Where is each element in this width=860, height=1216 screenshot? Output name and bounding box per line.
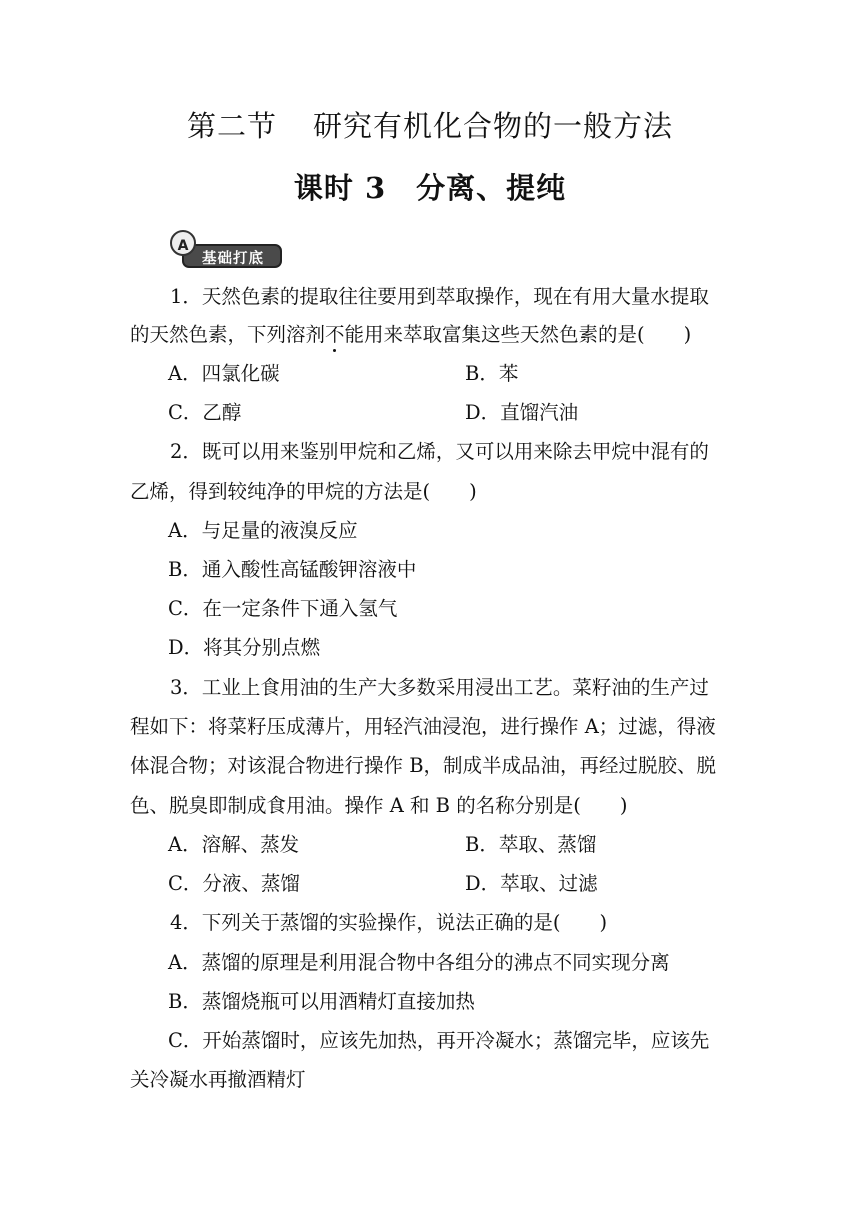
question-2-option-c: C．在一定条件下通入氢气: [168, 597, 398, 620]
question-4-option-c-line-1: C．开始蒸馏时，应该先加热，再开冷凝水；蒸馏完毕，应该先: [168, 1029, 710, 1052]
level-a-icon: [170, 230, 196, 256]
question-1-line-2: 的天然色素，下列溶剂不能用来萃取富集这些天然色素的是( ): [130, 323, 692, 346]
question-3-option-c: C．分液、蒸馏: [168, 872, 300, 895]
question-4-option-c-line-2: 关冷凝水再撤酒精灯: [130, 1068, 306, 1091]
question-4-line-1: 4．下列关于蒸馏的实验操作，说法正确的是( ): [170, 911, 608, 934]
question-2-option-b: B．通入酸性高锰酸钾溶液中: [168, 558, 417, 581]
badge-letter: A: [177, 238, 189, 254]
question-3-option-b: B．萃取、蒸馏: [465, 833, 597, 856]
section-number: 第二节: [186, 109, 277, 143]
question-3-option-d: D．萃取、过滤: [465, 872, 598, 895]
question-3-option-a: A．溶解、蒸发: [168, 833, 300, 856]
question-2-line-1: 2．既可以用来鉴别甲烷和乙烯，又可以用来除去甲烷中混有的: [170, 440, 709, 463]
question-1-option-a: A．四氯化碳: [168, 362, 280, 385]
basic-level-badge: [170, 230, 286, 272]
lesson-title-text: 分离、提纯: [416, 171, 567, 205]
question-1-option-b: B．苯: [465, 362, 519, 385]
lesson-number: 课时 3: [293, 171, 387, 205]
section-title: [0, 104, 860, 145]
question-2-line-2: 乙烯，得到较纯净的甲烷的方法是( ): [130, 480, 477, 503]
question-4-option-a: A．蒸馏的原理是利用混合物中各组分的沸点不同实现分离: [168, 951, 670, 974]
question-1-option-c: C．乙醇: [168, 401, 242, 424]
question-1-line-1: 1．天然色素的提取往往要用到萃取操作，现在有用大量水提取: [170, 285, 709, 308]
question-3-line-1: 3．工业上食用油的生产大多数采用浸出工艺。菜籽油的生产过: [170, 676, 709, 699]
question-2-option-a: A．与足量的液溴反应: [168, 519, 358, 542]
question-3-line-3: 体混合物；对该混合物进行操作 B，制成半成品油，再经过脱胶、脱: [130, 754, 717, 777]
badge-label: 基础打底: [202, 251, 264, 267]
emphasis-not: 不: [325, 323, 345, 346]
question-1-option-d: D．直馏汽油: [465, 401, 579, 424]
question-3-line-4: 色、脱臭即制成食用油。操作 A 和 B 的名称分别是( ): [130, 794, 628, 817]
section-title-text: 研究有机化合物的一般方法: [313, 109, 674, 143]
question-3-line-2: 程如下：将菜籽压成薄片，用轻汽油浸泡，进行操作 A；过滤，得液: [130, 715, 716, 738]
lesson-title: [0, 166, 860, 207]
question-2-option-d: D．将其分别点燃: [168, 636, 321, 659]
question-4-option-b: B．蒸馏烧瓶可以用酒精灯直接加热: [168, 990, 475, 1013]
